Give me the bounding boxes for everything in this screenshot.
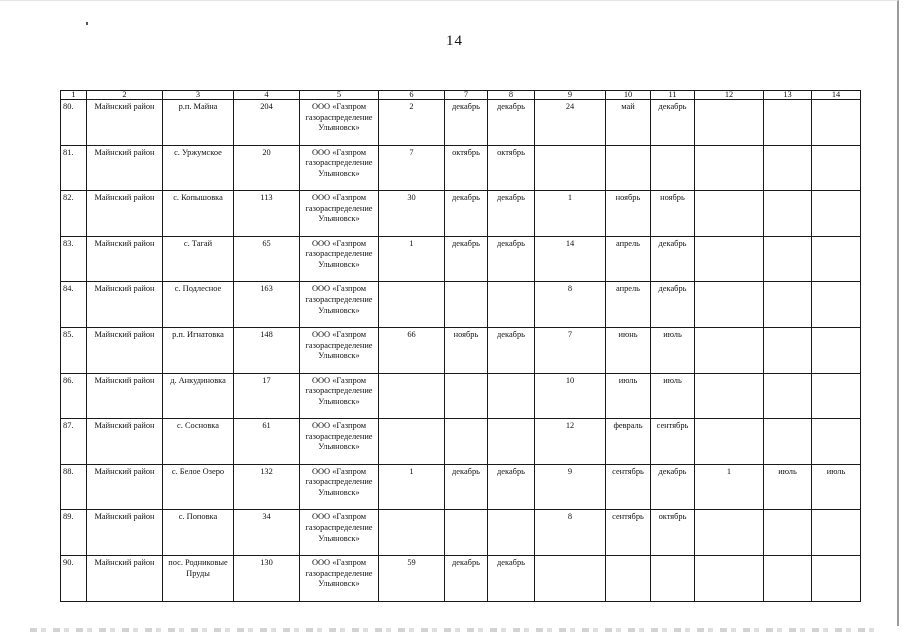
count-cell: 20 [234,145,300,191]
col-6-value-cell: 1 [379,464,445,510]
table-row [61,555,861,601]
col-9-value-cell: 8 [535,282,606,328]
row-number-cell: 87. [61,419,87,465]
col-9-value-cell [535,145,606,191]
col-8-month-cell: декабрь [488,327,535,373]
settlement-cell: с. Подлесное [163,282,234,328]
col-12-value-cell [695,282,764,328]
col-13-month-cell [764,419,812,465]
col-9-value-cell: 10 [535,373,606,419]
col-9-value-cell: 7 [535,327,606,373]
column-header: 8 [488,91,535,100]
row-number-cell: 83. [61,236,87,282]
col-10-month-cell: апрель [606,282,651,328]
row-number-cell: 81. [61,145,87,191]
col-10-month-cell: февраль [606,419,651,465]
count-cell: 163 [234,282,300,328]
table-row [61,510,861,556]
settlement-cell: с. Поповка [163,510,234,556]
col-10-month-cell: июль [606,373,651,419]
col-10-month-cell: ноябрь [606,191,651,237]
col-10-month-cell: сентябрь [606,464,651,510]
col-7-month-cell: октябрь [445,145,488,191]
row-number-cell: 86. [61,373,87,419]
col-7-month-cell: декабрь [445,191,488,237]
column-header: 5 [300,91,379,100]
settlement-cell: с. Белое Озеро [163,464,234,510]
column-header: 11 [651,91,695,100]
district-cell: Майнский район [87,464,163,510]
col-7-month-cell: декабрь [445,464,488,510]
col-11-month-cell: декабрь [651,464,695,510]
col-7-month-cell [445,510,488,556]
column-header: 7 [445,91,488,100]
col-10-month-cell: июнь [606,327,651,373]
col-7-month-cell [445,419,488,465]
col-11-month-cell: сентябрь [651,419,695,465]
column-header: 1 [61,91,87,100]
organization-cell: ООО «Газпром газораспределение Ульяновск» [300,419,379,465]
col-14-month-cell [812,510,861,556]
col-6-value-cell: 1 [379,236,445,282]
col-13-month-cell: июль [764,464,812,510]
organization-cell: ООО «Газпром газораспределение Ульяновск» [300,282,379,328]
count-cell: 148 [234,327,300,373]
organization-cell: ООО «Газпром газораспределение Ульяновск» [300,327,379,373]
count-cell: 34 [234,510,300,556]
table-row [61,327,861,373]
district-cell: Майнский район [87,282,163,328]
col-14-month-cell [812,100,861,146]
table-row [61,145,861,191]
district-cell: Майнский район [87,419,163,465]
col-12-value-cell [695,555,764,601]
organization-cell: ООО «Газпром газораспределение Ульяновск» [300,145,379,191]
district-cell: Майнский район [87,555,163,601]
col-6-value-cell: 2 [379,100,445,146]
settlement-cell: р.п. Игнатовка [163,327,234,373]
organization-cell: ООО «Газпром газораспределение Ульяновск» [300,373,379,419]
col-14-month-cell: июль [812,464,861,510]
col-13-month-cell [764,100,812,146]
col-8-month-cell: декабрь [488,555,535,601]
col-7-month-cell [445,373,488,419]
district-cell: Майнский район [87,510,163,556]
col-14-month-cell [812,373,861,419]
col-11-month-cell: декабрь [651,236,695,282]
col-13-month-cell [764,373,812,419]
column-header: 10 [606,91,651,100]
row-number-cell: 89. [61,510,87,556]
col-6-value-cell [379,510,445,556]
col-12-value-cell [695,327,764,373]
scan-noise [30,628,880,632]
table-row [61,236,861,282]
col-11-month-cell: октябрь [651,510,695,556]
table-row [61,191,861,237]
table-body [61,100,861,602]
col-13-month-cell [764,282,812,328]
col-12-value-cell [695,510,764,556]
col-13-month-cell [764,236,812,282]
col-10-month-cell [606,145,651,191]
count-cell: 204 [234,100,300,146]
col-9-value-cell: 12 [535,419,606,465]
col-9-value-cell: 1 [535,191,606,237]
count-cell: 130 [234,555,300,601]
col-7-month-cell [445,282,488,328]
table-row [61,419,861,465]
column-header: 3 [163,91,234,100]
column-header: 14 [812,91,861,100]
organization-cell: ООО «Газпром газораспределение Ульяновск» [300,191,379,237]
col-14-month-cell [812,145,861,191]
col-7-month-cell: декабрь [445,555,488,601]
column-header: 6 [379,91,445,100]
col-12-value-cell: 1 [695,464,764,510]
table-row [61,100,861,146]
col-12-value-cell [695,236,764,282]
column-header: 2 [87,91,163,100]
col-6-value-cell [379,373,445,419]
col-14-month-cell [812,236,861,282]
organization-cell: ООО «Газпром газораспределение Ульяновск» [300,236,379,282]
col-8-month-cell [488,282,535,328]
count-cell: 61 [234,419,300,465]
settlement-cell: с. Уржумское [163,145,234,191]
col-9-value-cell [535,555,606,601]
district-cell: Майнский район [87,373,163,419]
organization-cell: ООО «Газпром газораспределение Ульяновск» [300,464,379,510]
district-cell: Майнский район [87,191,163,237]
row-number-cell: 80. [61,100,87,146]
col-12-value-cell [695,145,764,191]
col-6-value-cell [379,419,445,465]
row-number-cell: 88. [61,464,87,510]
col-11-month-cell: июль [651,373,695,419]
col-6-value-cell: 7 [379,145,445,191]
col-11-month-cell: июль [651,327,695,373]
col-13-month-cell [764,510,812,556]
col-11-month-cell [651,555,695,601]
settlement-cell: д. Анкудиновка [163,373,234,419]
col-8-month-cell: декабрь [488,464,535,510]
organization-cell: ООО «Газпром газораспределение Ульяновск» [300,510,379,556]
page-number: 14 [446,33,463,49]
count-cell: 65 [234,236,300,282]
count-cell: 132 [234,464,300,510]
col-7-month-cell: декабрь [445,236,488,282]
table-row [61,464,861,510]
col-14-month-cell [812,191,861,237]
organization-cell: ООО «Газпром газораспределение Ульяновск» [300,555,379,601]
col-14-month-cell [812,555,861,601]
row-number-cell: 84. [61,282,87,328]
col-10-month-cell: апрель [606,236,651,282]
scan-speck [86,22,88,25]
table-row [61,282,861,328]
col-6-value-cell: 30 [379,191,445,237]
col-13-month-cell [764,191,812,237]
data-table [60,90,861,602]
table-row [61,373,861,419]
col-9-value-cell: 9 [535,464,606,510]
col-9-value-cell: 8 [535,510,606,556]
col-11-month-cell: декабрь [651,100,695,146]
col-11-month-cell: ноябрь [651,191,695,237]
col-7-month-cell: декабрь [445,100,488,146]
count-cell: 17 [234,373,300,419]
col-6-value-cell: 59 [379,555,445,601]
col-7-month-cell: ноябрь [445,327,488,373]
column-header: 13 [764,91,812,100]
col-11-month-cell [651,145,695,191]
row-number-cell: 90. [61,555,87,601]
col-13-month-cell [764,145,812,191]
col-14-month-cell [812,419,861,465]
col-13-month-cell [764,555,812,601]
district-cell: Майнский район [87,236,163,282]
col-8-month-cell: октябрь [488,145,535,191]
col-6-value-cell: 66 [379,327,445,373]
row-number-cell: 82. [61,191,87,237]
row-number-cell: 85. [61,327,87,373]
column-header: 4 [234,91,300,100]
col-12-value-cell [695,419,764,465]
col-12-value-cell [695,191,764,237]
organization-cell: ООО «Газпром газораспределение Ульяновск» [300,100,379,146]
col-8-month-cell: декабрь [488,191,535,237]
col-8-month-cell: декабрь [488,100,535,146]
col-11-month-cell: декабрь [651,282,695,328]
col-9-value-cell: 14 [535,236,606,282]
col-6-value-cell [379,282,445,328]
col-8-month-cell [488,510,535,556]
header-row [61,91,861,100]
col-9-value-cell: 24 [535,100,606,146]
col-14-month-cell [812,327,861,373]
settlement-cell: пос. Родниковые Пруды [163,555,234,601]
settlement-cell: р.п. Майна [163,100,234,146]
district-cell: Майнский район [87,100,163,146]
col-8-month-cell: декабрь [488,236,535,282]
settlement-cell: с. Тагай [163,236,234,282]
district-cell: Майнский район [87,145,163,191]
col-13-month-cell [764,327,812,373]
district-cell: Майнский район [87,327,163,373]
col-10-month-cell [606,555,651,601]
col-14-month-cell [812,282,861,328]
settlement-cell: с. Сосновка [163,419,234,465]
col-8-month-cell [488,373,535,419]
column-header: 12 [695,91,764,100]
col-10-month-cell: май [606,100,651,146]
col-12-value-cell [695,100,764,146]
col-10-month-cell: сентябрь [606,510,651,556]
count-cell: 113 [234,191,300,237]
col-12-value-cell [695,373,764,419]
settlement-cell: с. Копышовка [163,191,234,237]
column-header: 9 [535,91,606,100]
col-8-month-cell [488,419,535,465]
